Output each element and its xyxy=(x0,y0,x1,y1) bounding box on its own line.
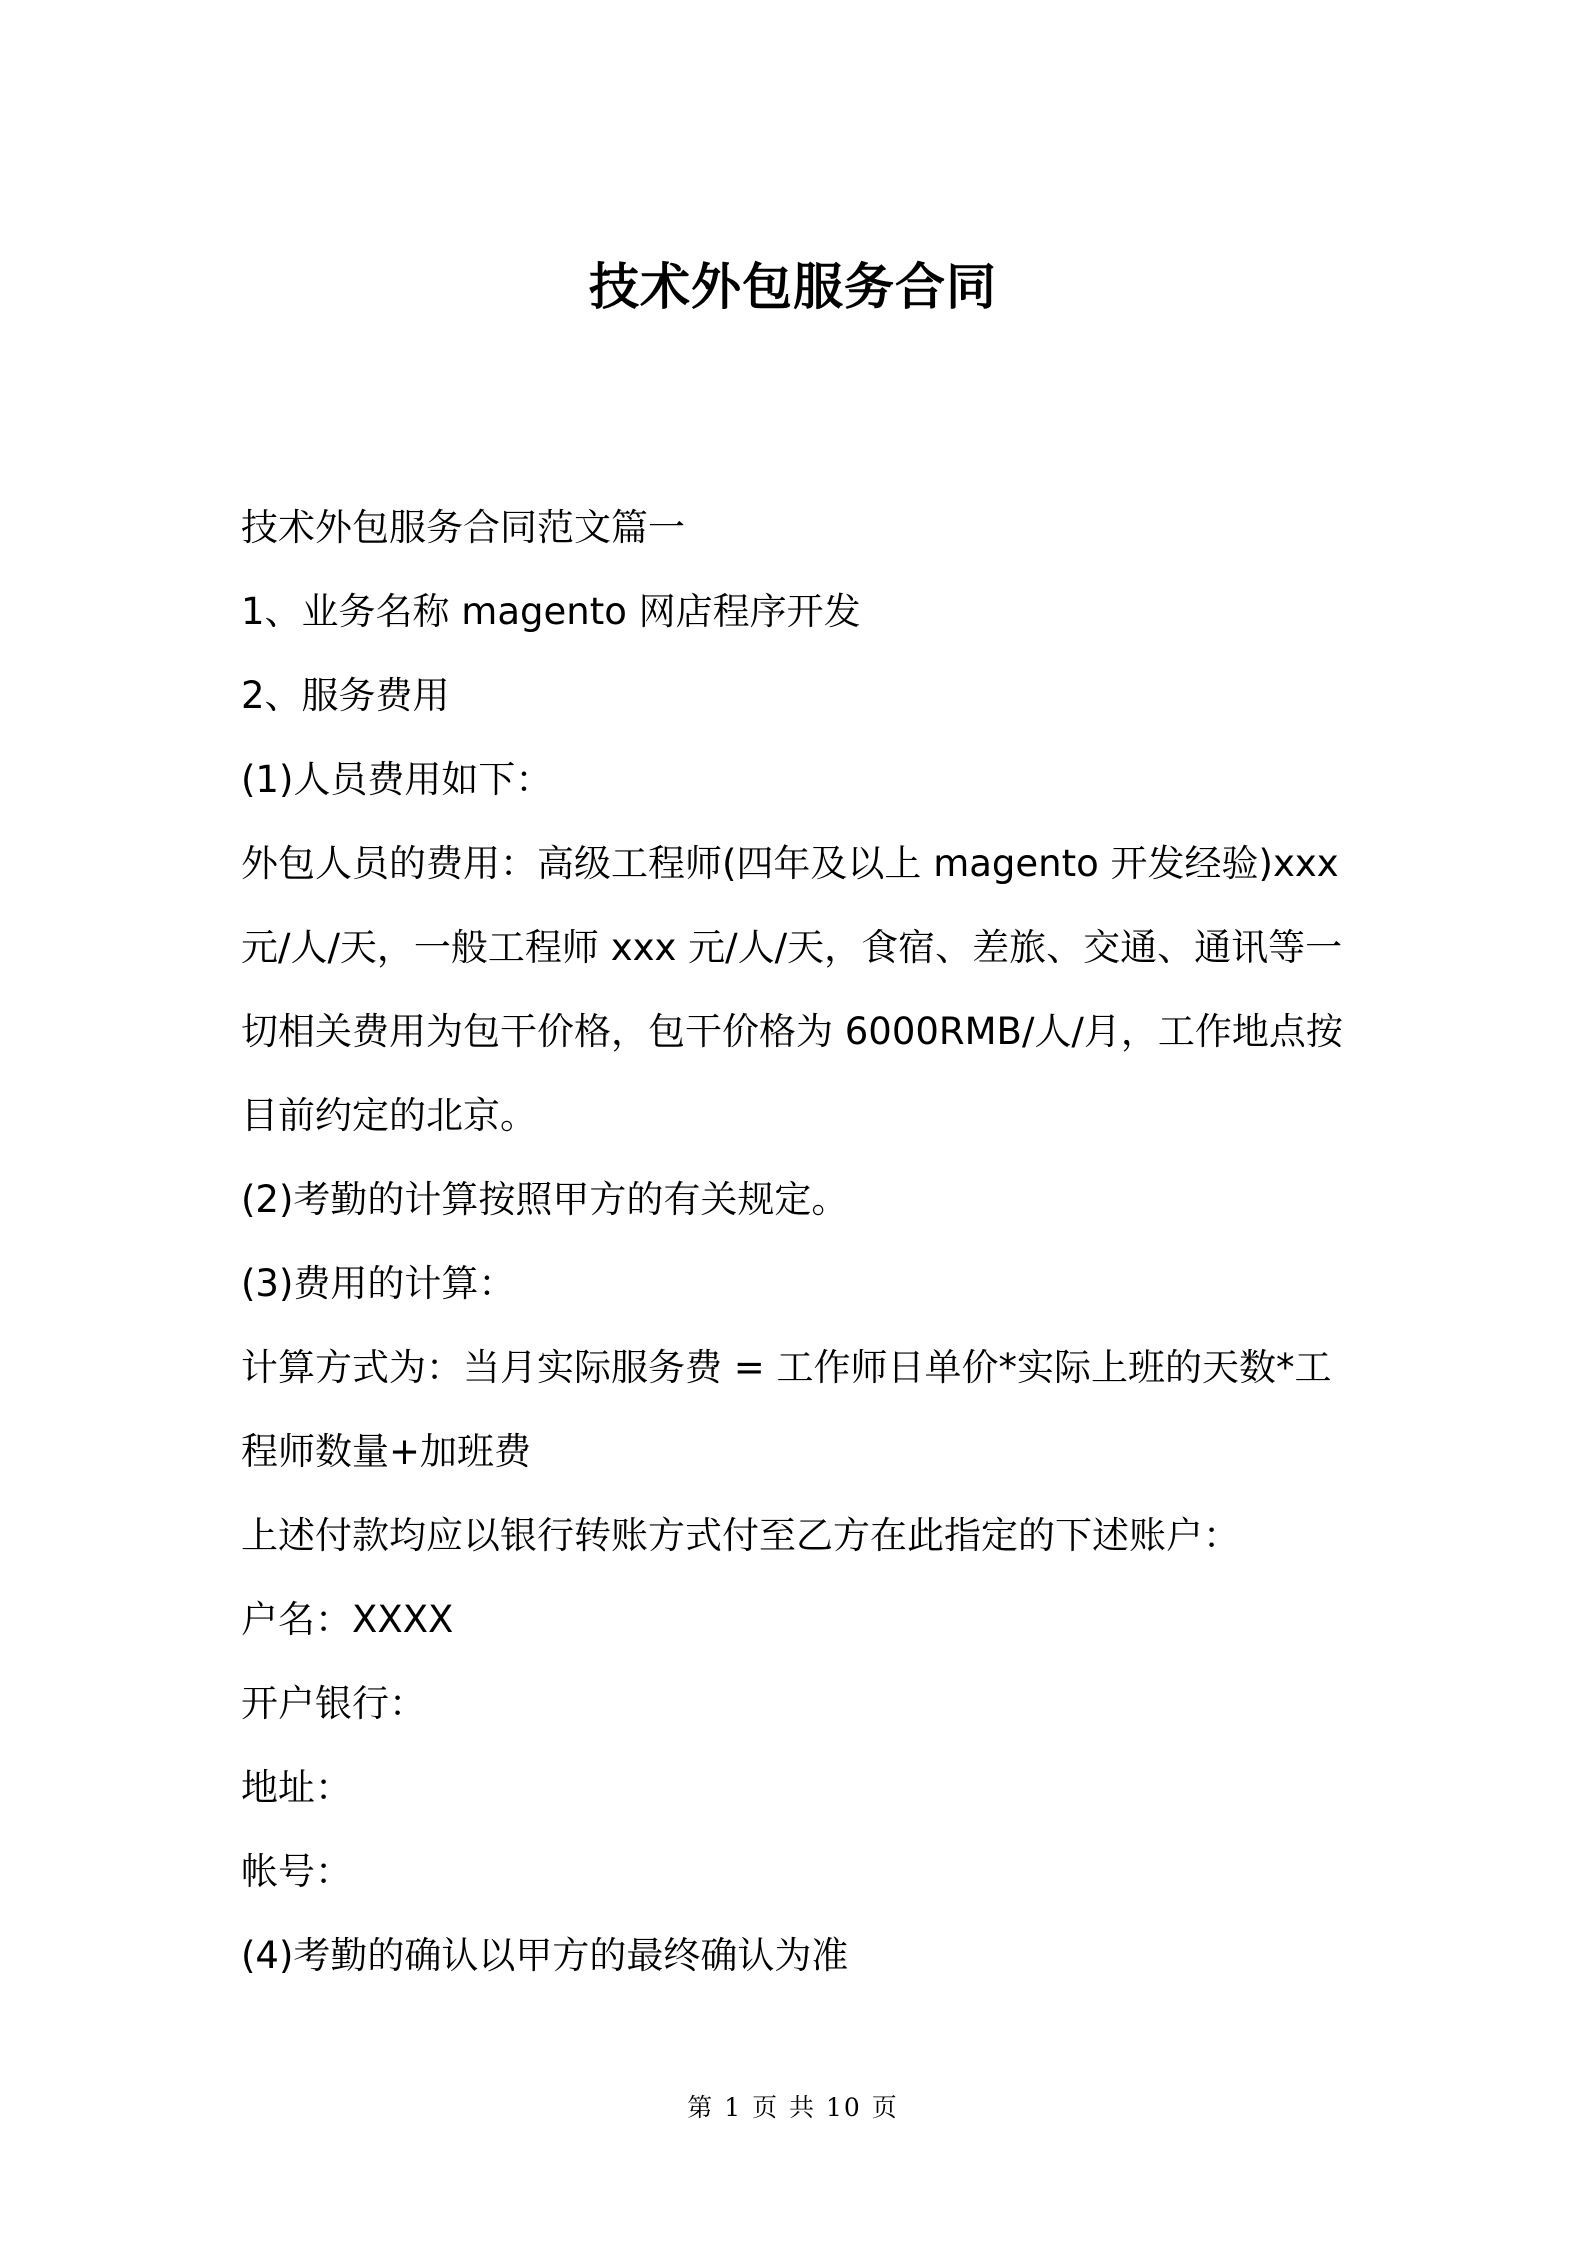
paragraph-payment: 上述付款均应以银行转账方式付至乙方在此指定的下述账户： xyxy=(241,1514,1240,1557)
document-body xyxy=(241,486,1351,1998)
paragraph-outsourcing-fee: 外包人员的费用：高级工程师(四年及以上 magento 开发经验)xxx元/人/天，一般工程师 xxx 元/人/天，食宿、差旅、交通、通讯等一切相关费用为包干价格，包干价格为 6000RMB/人/月，工作地点按目前约定的北京。 xyxy=(241,842,1343,1137)
paragraph-bank: 开户银行： xyxy=(241,1682,426,1725)
paragraph-calculation-method: 计算方式为：当月实际服务费 = 工作师日单价*实际上班的天数*工程师数量+加班费 xyxy=(241,1346,1332,1473)
paragraph-business-name: 1、业务名称 magento 网店程序开发 xyxy=(241,590,861,633)
paragraph-attendance-confirmation: (4)考勤的确认以甲方的最终确认为准 xyxy=(241,1934,849,1977)
paragraph-address: 地址： xyxy=(241,1766,352,1809)
paragraph-personnel-fee: (1)人员费用如下： xyxy=(241,758,553,801)
paragraph-service-fee: 2、服务费用 xyxy=(241,674,450,717)
paragraph-account-name: 户名：XXXX xyxy=(241,1598,454,1641)
paragraph-fee-calculation: (3)费用的计算： xyxy=(241,1262,516,1305)
paragraph-heading: 技术外包服务合同范文篇一 xyxy=(241,506,685,549)
paragraph-account-number: 帐号： xyxy=(241,1850,352,1893)
page-number: 第 1 页 共 10 页 xyxy=(687,2093,899,2122)
paragraph-attendance: (2)考勤的计算按照甲方的有关规定。 xyxy=(241,1178,849,1221)
document-title: 技术外包服务合同 xyxy=(589,258,997,316)
